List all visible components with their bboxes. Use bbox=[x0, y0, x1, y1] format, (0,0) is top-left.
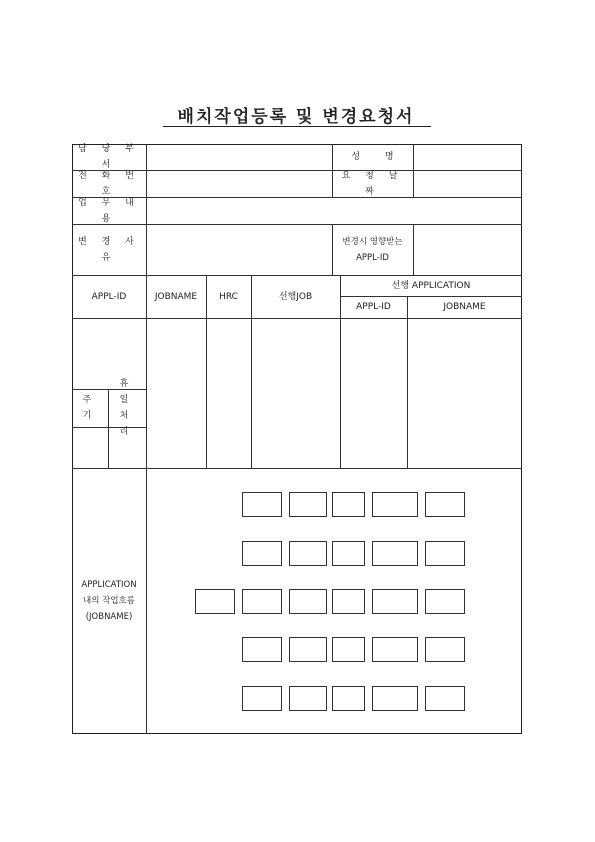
flow-job-box[interactable] bbox=[289, 541, 327, 566]
flow-job-box[interactable] bbox=[289, 686, 327, 711]
prev-app-id-header: APPL-ID bbox=[356, 302, 391, 312]
flow-job-box[interactable] bbox=[425, 637, 465, 662]
phone-field[interactable] bbox=[147, 171, 331, 196]
prev-app-id-field[interactable] bbox=[341, 319, 406, 467]
name-label: 성 명 bbox=[351, 152, 394, 162]
name-field[interactable] bbox=[414, 145, 521, 169]
flow-job-box[interactable] bbox=[372, 541, 418, 566]
prev-app-jobname-field[interactable] bbox=[408, 319, 521, 467]
holiday-label bbox=[108, 379, 146, 437]
flow-job-box[interactable] bbox=[372, 492, 418, 517]
reason-label: 변 경 사 유 bbox=[78, 236, 140, 263]
flow-job-box[interactable] bbox=[289, 589, 327, 614]
flow-job-box[interactable] bbox=[425, 541, 465, 566]
title-underline bbox=[163, 126, 431, 127]
jobname-field[interactable] bbox=[147, 319, 205, 467]
flow-job-box[interactable] bbox=[372, 589, 418, 614]
flow-job-box[interactable] bbox=[242, 541, 282, 566]
prev-job-field[interactable] bbox=[252, 319, 339, 467]
col-prev-job: 선행JOB bbox=[278, 291, 313, 302]
flow-job-box[interactable] bbox=[242, 686, 282, 711]
flow-label bbox=[72, 468, 146, 734]
flow-job-box[interactable] bbox=[332, 637, 365, 662]
holiday-field[interactable] bbox=[109, 428, 145, 467]
flow-job-box[interactable] bbox=[242, 492, 282, 517]
flow-job-box[interactable] bbox=[425, 589, 465, 614]
request-date-field[interactable] bbox=[414, 171, 521, 196]
prev-app-jobname-header: JOBNAME bbox=[443, 302, 486, 312]
flow-job-box[interactable] bbox=[289, 492, 327, 517]
flow-job-box[interactable] bbox=[425, 492, 465, 517]
col-jobname: JOBNAME bbox=[154, 291, 198, 302]
request-date-label: 요 청 날 짜 bbox=[341, 170, 404, 197]
cycle-field[interactable] bbox=[73, 428, 107, 467]
col-appl-id: APPL-ID bbox=[91, 291, 127, 302]
work-label: 업 무 내 용 bbox=[78, 197, 140, 224]
work-field[interactable] bbox=[147, 198, 521, 223]
flow-label-line2: 내의 작업흐름 bbox=[83, 596, 135, 606]
flow-label-line3: (JOBNAME) bbox=[85, 612, 133, 622]
flow-job-box[interactable] bbox=[332, 541, 365, 566]
form-title: 배치작업등록 및 변경요청서 bbox=[177, 107, 415, 127]
phone-label: 전 화 번 호 bbox=[78, 170, 140, 197]
dept-label: 담 당 부 서 bbox=[78, 144, 140, 170]
affected-label bbox=[332, 224, 413, 275]
dept-field[interactable] bbox=[147, 145, 331, 169]
flow-job-box[interactable] bbox=[372, 637, 418, 662]
col-hrc: HRC bbox=[219, 291, 238, 302]
affected-label-line2: APPL-ID bbox=[356, 252, 389, 263]
holiday-label-line2: 처 리 bbox=[119, 411, 135, 437]
reason-field[interactable] bbox=[147, 225, 331, 274]
affected-label-line1: 변경시 영향받는 bbox=[342, 236, 403, 247]
flow-job-box[interactable] bbox=[332, 686, 365, 711]
flow-job-box[interactable] bbox=[332, 589, 365, 614]
flow-job-box[interactable] bbox=[425, 686, 465, 711]
cycle-label: 주 기 bbox=[82, 395, 98, 421]
flow-job-box[interactable] bbox=[289, 637, 327, 662]
flow-job-box[interactable] bbox=[372, 686, 418, 711]
flow-job-box[interactable] bbox=[195, 589, 235, 614]
flow-job-box[interactable] bbox=[242, 637, 282, 662]
flow-label-line1: APPLICATION bbox=[81, 580, 137, 590]
affected-field[interactable] bbox=[414, 225, 521, 274]
flow-job-box[interactable] bbox=[332, 492, 365, 517]
flow-job-box[interactable] bbox=[242, 589, 282, 614]
hrc-field[interactable] bbox=[207, 319, 250, 467]
prev-app-header: 선행 APPLICATION bbox=[391, 280, 471, 291]
holiday-label-line1: 휴 일 bbox=[119, 379, 135, 405]
